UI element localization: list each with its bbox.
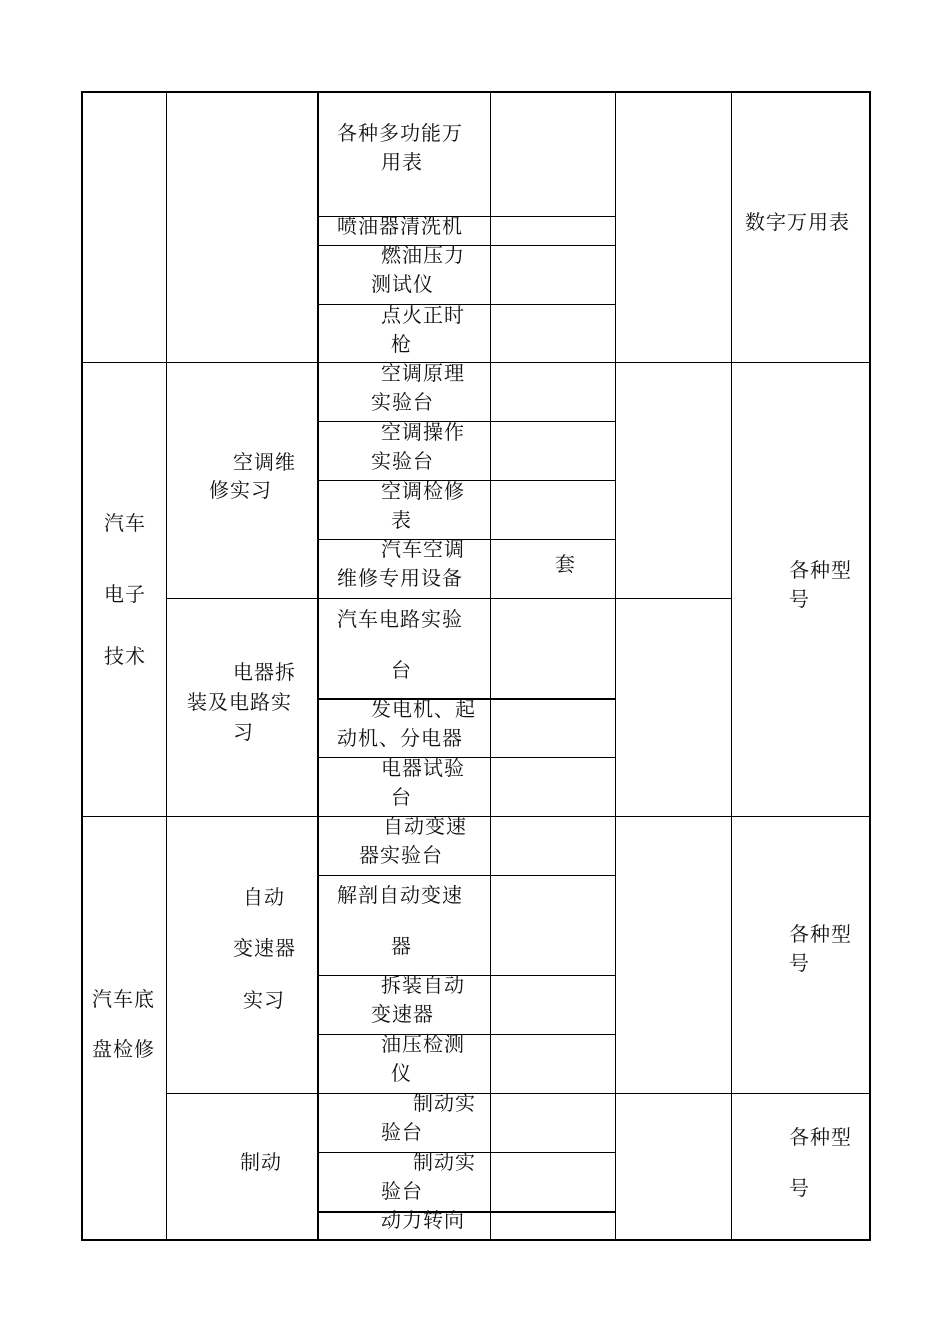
remark-label: 各种型 — [789, 558, 852, 582]
equipment-name: 发电机、起 — [371, 697, 476, 721]
column-divider-3 — [490, 91, 491, 1241]
equipment-name: 台 — [391, 658, 412, 682]
item-row-divider — [317, 757, 615, 758]
equipment-name: 拆装自动 — [381, 973, 465, 997]
equipment-name: 台 — [391, 785, 412, 809]
equipment-name: 实验台 — [371, 449, 434, 473]
equipment-name: 枪 — [391, 332, 412, 356]
equipment-name: 表 — [391, 508, 412, 532]
remark-label: 各种型 — [789, 1125, 852, 1149]
item-row-divider — [317, 245, 615, 246]
row-divider-subsection — [166, 1093, 871, 1094]
course-label: 实习 — [243, 988, 285, 1012]
course-label: 装及电路实 — [187, 690, 292, 714]
major-label: 技术 — [104, 644, 146, 668]
table-border-left — [81, 91, 83, 1241]
equipment-name: 制动实 — [413, 1150, 476, 1174]
course-label: 变速器 — [233, 936, 296, 960]
equipment-name: 油压检测 — [381, 1032, 465, 1056]
equipment-name: 实验台 — [371, 390, 434, 414]
equipment-name: 动机、分电器 — [337, 726, 463, 750]
row-divider-section — [81, 362, 871, 363]
item-row-divider — [317, 421, 615, 422]
equipment-name: 变速器 — [371, 1002, 434, 1026]
major-label: 电子 — [104, 582, 146, 606]
equipment-name: 验台 — [381, 1179, 423, 1203]
remark-label: 数字万用表 — [745, 210, 850, 234]
item-row-divider — [317, 1034, 615, 1035]
equipment-name: 器 — [391, 934, 412, 958]
course-label: 习 — [233, 720, 254, 744]
item-row-divider — [317, 480, 615, 481]
equipment-name: 空调原理 — [381, 361, 465, 385]
column-divider-1 — [166, 91, 167, 1241]
item-row-divider — [317, 875, 615, 876]
equipment-name: 燃油压力 — [381, 243, 465, 267]
remark-label: 号 — [789, 587, 810, 611]
course-label: 电器拆 — [233, 660, 296, 684]
major-label: 汽车底 — [92, 987, 155, 1011]
equipment-name: 空调操作 — [381, 420, 465, 444]
equipment-name: 制动实 — [413, 1091, 476, 1115]
item-row-divider — [317, 1211, 615, 1213]
equipment-name: 验台 — [381, 1120, 423, 1144]
equipment-name: 汽车空调 — [381, 537, 465, 561]
course-label: 修实习 — [209, 478, 272, 502]
equipment-name: 空调检修 — [381, 479, 465, 503]
table-border-top — [81, 91, 871, 93]
equipment-name: 各种多功能万 — [337, 121, 463, 145]
table-border-bottom — [81, 1239, 871, 1241]
equipment-name: 自动变速 — [383, 814, 467, 838]
item-row-divider — [317, 975, 615, 976]
equipment-name: 用表 — [381, 150, 423, 174]
equipment-name: 汽车电路实验 — [337, 607, 463, 631]
equipment-name: 仪 — [391, 1061, 412, 1085]
row-divider-section — [81, 816, 871, 817]
column-divider-5 — [731, 91, 732, 1241]
unit-label: 套 — [555, 552, 576, 576]
major-label: 汽车 — [104, 511, 146, 535]
item-row-divider — [317, 539, 615, 540]
remark-label: 号 — [789, 1176, 810, 1200]
course-label: 自动 — [243, 885, 285, 909]
remark-label: 号 — [789, 951, 810, 975]
course-label: 制动 — [240, 1150, 282, 1174]
column-divider-2 — [317, 91, 319, 1241]
row-divider-subsection — [166, 598, 731, 599]
course-label: 空调维 — [233, 450, 296, 474]
equipment-name: 动力转向 — [381, 1208, 465, 1232]
remark-label: 各种型 — [789, 922, 852, 946]
equipment-name: 点火正时 — [381, 303, 465, 327]
major-label: 盘检修 — [92, 1037, 155, 1061]
equipment-name: 解剖自动变速 — [337, 883, 463, 907]
equipment-name: 测试仪 — [371, 272, 434, 296]
column-divider-4 — [615, 91, 616, 1241]
equipment-name: 电器试验 — [381, 756, 465, 780]
equipment-name: 维修专用设备 — [337, 566, 463, 590]
equipment-name: 喷油器清洗机 — [337, 214, 463, 238]
item-row-divider — [317, 304, 615, 305]
equipment-name: 器实验台 — [359, 843, 443, 867]
table-border-right — [869, 91, 871, 1241]
